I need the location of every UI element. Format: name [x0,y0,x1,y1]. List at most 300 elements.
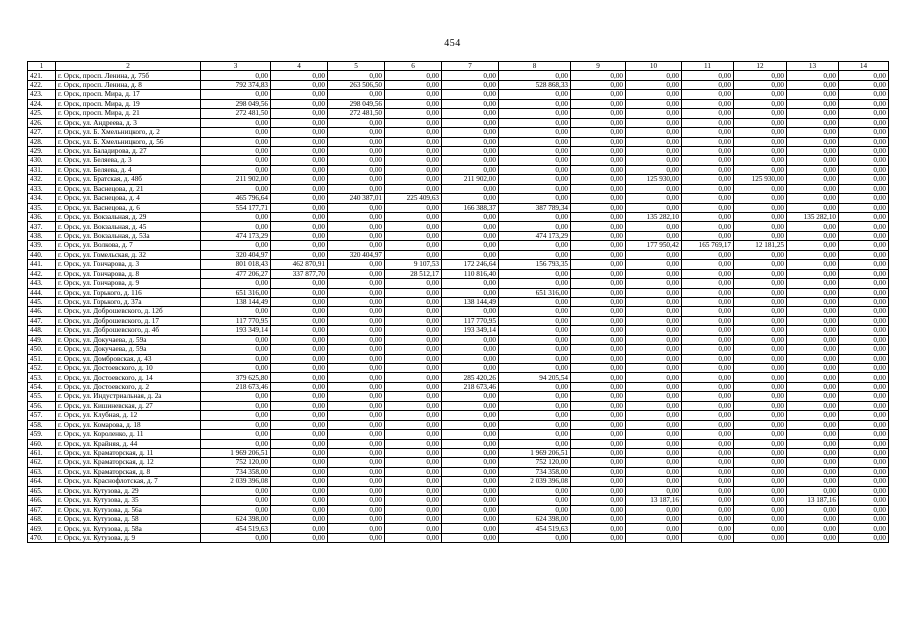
value-cell: 0,00 [682,448,734,457]
value-cell: 156 793,35 [499,260,571,269]
value-cell: 218 673,46 [442,382,499,391]
row-number-cell: 459. [28,430,56,439]
value-cell: 0,00 [839,128,889,137]
value-cell: 0,00 [626,118,682,127]
value-cell: 0,00 [499,184,571,193]
value-cell: 0,00 [571,128,626,137]
table-row [28,496,889,505]
table-row [28,128,889,137]
value-cell: 0,00 [571,448,626,457]
value-cell: 462 870,91 [271,260,328,269]
value-cell: 0,00 [787,307,839,316]
value-cell: 0,00 [734,496,787,505]
value-cell: 0,00 [385,477,442,486]
value-cell: 0,00 [626,297,682,306]
value-cell: 0,00 [499,420,571,429]
table-row [28,326,889,335]
value-cell: 554 177,71 [201,203,271,212]
value-cell: 0,00 [571,335,626,344]
table-row [28,118,889,127]
address-cell: г. Орск, ул. Докучаева, д. 59а [56,335,201,344]
value-cell: 0,00 [626,90,682,99]
address-cell: г. Орск, ул. Кутузова, д. 58а [56,524,201,533]
value-cell: 0,00 [626,486,682,495]
value-cell: 0,00 [787,260,839,269]
value-cell: 0,00 [328,401,385,410]
value-cell: 0,00 [787,448,839,457]
row-number-cell: 448. [28,326,56,335]
value-cell: 0,00 [499,392,571,401]
row-number-cell: 461. [28,448,56,457]
value-cell: 0,00 [682,439,734,448]
value-cell: 0,00 [328,146,385,155]
value-cell: 0,00 [499,411,571,420]
value-cell: 0,00 [626,222,682,231]
value-cell: 0,00 [442,335,499,344]
address-cell: г. Орск, ул. Кутузова, д. 56а [56,505,201,514]
value-cell: 0,00 [682,250,734,259]
value-cell: 0,00 [201,184,271,193]
value-cell: 0,00 [839,505,889,514]
value-cell: 0,00 [839,354,889,363]
row-number-cell: 449. [28,335,56,344]
value-cell: 0,00 [787,533,839,542]
value-cell: 752 120,00 [201,458,271,467]
value-cell: 0,00 [271,194,328,203]
table-row [28,90,889,99]
value-cell: 0,00 [682,364,734,373]
value-cell: 0,00 [271,326,328,335]
value-cell: 0,00 [201,71,271,80]
value-cell: 0,00 [734,118,787,127]
value-cell: 0,00 [571,486,626,495]
value-cell: 225 409,63 [385,194,442,203]
value-cell: 0,00 [328,213,385,222]
address-cell: г. Орск, ул. Горького, д. 116 [56,288,201,297]
table-row [28,373,889,382]
value-cell: 0,00 [499,335,571,344]
table-row [28,99,889,108]
value-cell: 0,00 [626,505,682,514]
value-cell: 0,00 [442,128,499,137]
value-cell: 0,00 [626,373,682,382]
value-cell: 0,00 [734,430,787,439]
value-cell: 0,00 [271,448,328,457]
value-cell: 0,00 [626,467,682,476]
value-cell: 0,00 [787,80,839,89]
value-cell: 0,00 [442,146,499,155]
table-row [28,213,889,222]
column-header: 2 [56,62,201,71]
row-number-cell: 421. [28,71,56,80]
value-cell: 0,00 [328,128,385,137]
value-cell: 0,00 [271,146,328,155]
value-cell: 0,00 [682,90,734,99]
value-cell: 0,00 [271,477,328,486]
value-cell: 0,00 [442,533,499,542]
address-cell: г. Орск, ул. Доброшевского, д. 17 [56,316,201,325]
value-cell: 0,00 [328,467,385,476]
table-row [28,71,889,80]
table-row [28,203,889,212]
address-cell: г. Орск, ул. Кутузова, д. 9 [56,533,201,542]
value-cell: 0,00 [839,382,889,391]
value-cell: 0,00 [626,128,682,137]
value-cell: 12 181,25 [734,241,787,250]
table-row [28,269,889,278]
value-cell: 0,00 [839,99,889,108]
value-cell: 0,00 [682,222,734,231]
value-cell: 0,00 [682,203,734,212]
value-cell: 0,00 [787,486,839,495]
value-cell: 0,00 [839,439,889,448]
row-number-cell: 450. [28,345,56,354]
value-cell: 0,00 [734,146,787,155]
value-cell: 0,00 [839,467,889,476]
value-cell: 0,00 [682,354,734,363]
value-cell: 0,00 [787,279,839,288]
value-cell: 0,00 [499,505,571,514]
value-cell: 0,00 [571,109,626,118]
value-cell: 0,00 [385,505,442,514]
value-cell: 0,00 [571,260,626,269]
value-cell: 0,00 [626,288,682,297]
value-cell: 0,00 [734,128,787,137]
value-cell: 0,00 [442,364,499,373]
value-cell: 0,00 [571,354,626,363]
value-cell: 0,00 [787,156,839,165]
value-cell: 0,00 [626,430,682,439]
value-cell: 0,00 [839,392,889,401]
address-cell: г. Орск, ул. Краснофлотская, д. 7 [56,477,201,486]
value-cell: 0,00 [442,401,499,410]
value-cell: 0,00 [787,175,839,184]
value-cell: 0,00 [734,458,787,467]
value-cell: 172 246,64 [442,260,499,269]
value-cell: 0,00 [571,184,626,193]
value-cell: 0,00 [787,420,839,429]
value-cell: 0,00 [571,137,626,146]
value-cell: 0,00 [682,231,734,240]
value-cell: 0,00 [499,496,571,505]
value-cell: 0,00 [442,231,499,240]
value-cell: 0,00 [571,430,626,439]
table-row [28,533,889,542]
table-row [28,279,889,288]
address-cell: г. Орск, ул. Кутузова, д. 58 [56,515,201,524]
value-cell: 0,00 [271,99,328,108]
value-cell: 0,00 [682,146,734,155]
value-cell: 0,00 [499,382,571,391]
value-cell: 0,00 [787,203,839,212]
table-row [28,467,889,476]
value-cell: 211 902,00 [442,175,499,184]
address-cell: г. Орск, просп. Ленина, д. 8 [56,80,201,89]
value-cell: 0,00 [442,71,499,80]
value-cell: 0,00 [626,448,682,457]
value-cell: 0,00 [271,524,328,533]
address-cell: г. Орск, ул. Б. Хмельницкого, д. 56 [56,137,201,146]
value-cell: 0,00 [571,307,626,316]
value-cell: 240 387,01 [328,194,385,203]
value-cell: 0,00 [328,505,385,514]
value-cell: 0,00 [385,137,442,146]
address-cell: г. Орск, ул. Короленко, д. 11 [56,430,201,439]
value-cell: 0,00 [442,137,499,146]
value-cell: 0,00 [201,307,271,316]
value-cell: 0,00 [328,90,385,99]
value-cell: 0,00 [787,222,839,231]
value-cell: 0,00 [682,279,734,288]
value-cell: 0,00 [682,515,734,524]
value-cell: 0,00 [839,373,889,382]
value-cell: 0,00 [787,401,839,410]
value-cell: 0,00 [499,71,571,80]
value-cell: 0,00 [571,118,626,127]
address-cell: г. Орск, ул. Братская, д. 48б [56,175,201,184]
value-cell: 0,00 [499,194,571,203]
value-cell: 218 673,46 [201,382,271,391]
value-cell: 0,00 [499,156,571,165]
value-cell: 0,00 [682,345,734,354]
value-cell: 0,00 [499,99,571,108]
value-cell: 0,00 [385,80,442,89]
table-row [28,458,889,467]
value-cell: 0,00 [499,90,571,99]
value-cell: 0,00 [571,194,626,203]
value-cell: 0,00 [734,505,787,514]
value-cell: 0,00 [499,213,571,222]
value-cell: 0,00 [839,165,889,174]
value-cell: 0,00 [787,467,839,476]
value-cell: 0,00 [682,307,734,316]
value-cell: 0,00 [839,524,889,533]
value-cell: 0,00 [787,288,839,297]
value-cell: 0,00 [839,250,889,259]
value-cell: 298 049,56 [328,99,385,108]
value-cell: 0,00 [787,137,839,146]
value-cell: 0,00 [571,250,626,259]
address-cell: г. Орск, ул. Васнецова, д. 6 [56,203,201,212]
table-row [28,439,889,448]
table-row [28,165,889,174]
value-cell: 0,00 [787,184,839,193]
value-cell: 387 789,34 [499,203,571,212]
value-cell: 0,00 [328,373,385,382]
value-cell: 0,00 [787,146,839,155]
value-cell: 0,00 [328,184,385,193]
value-cell: 0,00 [442,524,499,533]
row-number-cell: 455. [28,392,56,401]
value-cell: 0,00 [385,345,442,354]
value-cell: 0,00 [328,71,385,80]
value-cell: 0,00 [328,231,385,240]
value-cell: 0,00 [385,203,442,212]
value-cell: 0,00 [787,439,839,448]
value-cell: 0,00 [499,222,571,231]
value-cell: 0,00 [571,382,626,391]
row-number-cell: 434. [28,194,56,203]
value-cell: 0,00 [734,326,787,335]
value-cell: 0,00 [385,109,442,118]
value-cell: 0,00 [499,297,571,306]
value-cell: 0,00 [626,364,682,373]
address-cell: г. Орск, ул. Доброшевского, д. 4б [56,326,201,335]
row-number-cell: 452. [28,364,56,373]
value-cell: 0,00 [328,496,385,505]
value-cell: 0,00 [626,392,682,401]
table-row [28,477,889,486]
value-cell: 0,00 [839,430,889,439]
value-cell: 0,00 [271,533,328,542]
value-cell: 0,00 [571,411,626,420]
value-cell: 0,00 [734,382,787,391]
value-cell: 0,00 [626,137,682,146]
value-cell: 0,00 [682,524,734,533]
value-cell: 624 398,00 [499,515,571,524]
column-header: 9 [571,62,626,71]
value-cell: 0,00 [682,496,734,505]
value-cell: 0,00 [499,175,571,184]
value-cell: 0,00 [271,439,328,448]
table-row [28,231,889,240]
value-cell: 0,00 [328,156,385,165]
value-cell: 0,00 [328,448,385,457]
value-cell: 454 519,63 [499,524,571,533]
row-number-cell: 431. [28,165,56,174]
address-cell: г. Орск, просп. Мира, д. 17 [56,90,201,99]
value-cell: 0,00 [499,316,571,325]
value-cell: 0,00 [787,505,839,514]
value-cell: 0,00 [385,382,442,391]
value-cell: 0,00 [734,90,787,99]
value-cell: 0,00 [385,222,442,231]
value-cell: 0,00 [571,533,626,542]
value-cell: 0,00 [328,411,385,420]
value-cell: 0,00 [385,515,442,524]
value-cell: 0,00 [682,477,734,486]
value-cell: 1 969 206,51 [499,448,571,457]
value-cell: 0,00 [626,524,682,533]
value-cell: 110 816,40 [442,269,499,278]
value-cell: 0,00 [734,316,787,325]
value-cell: 0,00 [626,80,682,89]
value-cell: 0,00 [839,477,889,486]
value-cell: 0,00 [839,401,889,410]
value-cell: 0,00 [442,515,499,524]
value-cell: 0,00 [385,411,442,420]
value-cell: 13 187,16 [787,496,839,505]
address-cell: г. Орск, ул. Доброшевского, д. 12б [56,307,201,316]
value-cell: 13 187,16 [626,496,682,505]
value-cell: 0,00 [271,231,328,240]
value-cell: 0,00 [442,411,499,420]
table-row [28,241,889,250]
value-cell: 0,00 [682,486,734,495]
value-cell: 193 349,14 [201,326,271,335]
value-cell: 0,00 [839,448,889,457]
value-cell: 0,00 [787,269,839,278]
value-cell: 0,00 [626,269,682,278]
value-cell: 0,00 [201,345,271,354]
value-cell: 0,00 [787,335,839,344]
address-cell: г. Орск, ул. Достоевского, д. 2 [56,382,201,391]
value-cell: 0,00 [571,505,626,514]
value-cell: 0,00 [271,241,328,250]
value-cell: 0,00 [499,128,571,137]
value-cell: 0,00 [385,496,442,505]
value-cell: 0,00 [682,335,734,344]
value-cell: 0,00 [201,156,271,165]
table-row [28,448,889,457]
value-cell: 0,00 [328,241,385,250]
value-cell: 0,00 [626,307,682,316]
value-cell: 0,00 [201,146,271,155]
value-cell: 0,00 [626,420,682,429]
table-row [28,316,889,325]
table-row [28,80,889,89]
value-cell: 0,00 [682,505,734,514]
value-cell: 0,00 [734,401,787,410]
value-cell: 0,00 [734,80,787,89]
column-header: 14 [839,62,889,71]
address-cell: г. Орск, ул. Комарова, д. 18 [56,420,201,429]
value-cell: 0,00 [442,194,499,203]
value-cell: 0,00 [442,307,499,316]
value-cell: 0,00 [571,90,626,99]
value-cell: 193 349,14 [442,326,499,335]
table-row [28,297,889,306]
value-cell: 272 481,50 [328,109,385,118]
value-cell: 0,00 [385,156,442,165]
value-cell: 0,00 [734,477,787,486]
value-cell: 0,00 [385,430,442,439]
value-cell: 0,00 [271,109,328,118]
value-cell: 0,00 [682,260,734,269]
value-cell: 474 173,29 [499,231,571,240]
address-cell: г. Орск, ул. Беляева, д. 3 [56,156,201,165]
value-cell: 0,00 [682,184,734,193]
value-cell: 0,00 [787,382,839,391]
value-cell: 0,00 [328,345,385,354]
value-cell: 0,00 [201,364,271,373]
value-cell: 2 039 396,08 [201,477,271,486]
value-cell: 0,00 [328,222,385,231]
value-cell: 0,00 [682,109,734,118]
row-number-cell: 460. [28,439,56,448]
value-cell: 0,00 [626,109,682,118]
value-cell: 0,00 [682,194,734,203]
value-cell: 0,00 [385,439,442,448]
value-cell: 0,00 [328,533,385,542]
value-cell: 0,00 [201,392,271,401]
value-cell: 0,00 [734,307,787,316]
value-cell: 125 930,00 [626,175,682,184]
value-cell: 0,00 [571,288,626,297]
value-cell: 0,00 [734,137,787,146]
row-number-cell: 453. [28,373,56,382]
row-number-cell: 423. [28,90,56,99]
value-cell: 0,00 [626,279,682,288]
value-cell: 0,00 [271,354,328,363]
value-cell: 0,00 [839,345,889,354]
row-number-cell: 426. [28,118,56,127]
address-cell: г. Орск, ул. Домбровская, д. 43 [56,354,201,363]
value-cell: 0,00 [499,146,571,155]
row-number-cell: 422. [28,80,56,89]
row-number-cell: 469. [28,524,56,533]
value-cell: 0,00 [442,184,499,193]
